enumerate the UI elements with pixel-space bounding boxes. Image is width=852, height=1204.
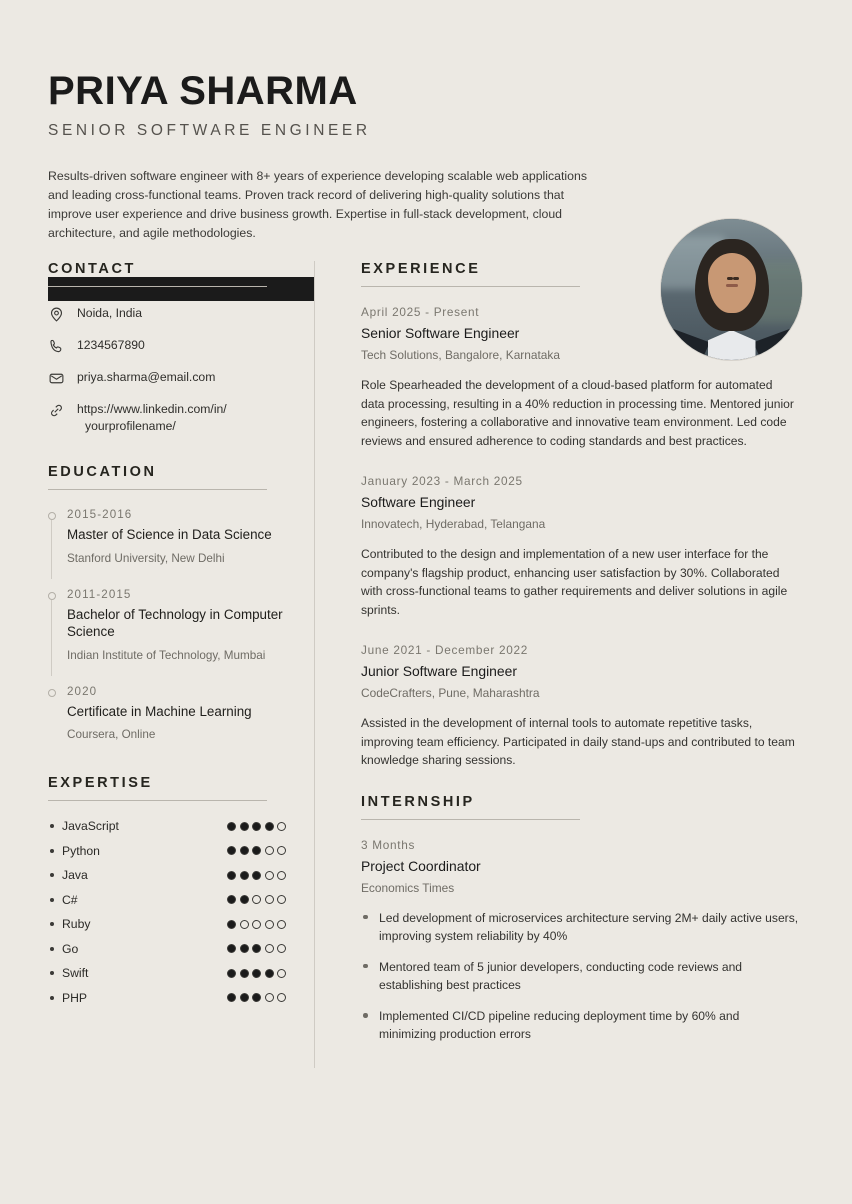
contact-title-rule	[48, 286, 267, 287]
expertise-list	[48, 819, 292, 1005]
skill-dot-filled	[252, 822, 261, 831]
list-item	[48, 685, 292, 743]
link-icon	[48, 402, 65, 419]
skill-dot-filled	[227, 944, 236, 953]
skill-level-dots	[227, 895, 292, 904]
phone-icon	[48, 338, 65, 355]
skill-dot-empty	[252, 895, 261, 904]
skill-dot-empty	[265, 944, 274, 953]
skill-dot-filled	[227, 846, 236, 855]
skill-dot-empty	[265, 920, 274, 929]
contact-section-title: CONTACT	[48, 261, 137, 278]
contact-linkedin-line1: https://www.linkedin.com/in/	[77, 402, 227, 417]
job-role-subtitle: SENIOR SOFTWARE ENGINEER	[48, 122, 371, 139]
internship-organization: Economics Times	[361, 880, 455, 895]
internship-section-title: INTERNSHIP	[361, 793, 475, 810]
skill-dot-empty	[240, 920, 249, 929]
experience-title-rule	[361, 286, 580, 287]
skill-dot-filled	[240, 846, 249, 855]
list-item: Implemented CI/CD pipeline reducing deployment time by 60% and minimizing production errors	[361, 1007, 799, 1043]
contact-location-value: Noida, India	[77, 306, 143, 321]
list-item	[48, 942, 292, 956]
list-item	[48, 369, 292, 387]
skill-dot-empty	[265, 895, 274, 904]
list-item	[361, 474, 804, 619]
skill-name: Ruby	[48, 917, 227, 931]
skill-dot-empty	[265, 871, 274, 880]
skill-dot-filled	[252, 993, 261, 1002]
skill-dot-empty	[252, 920, 261, 929]
resume-header	[0, 0, 852, 243]
education-section-title: EDUCATION	[48, 464, 157, 481]
experience-date: June 2021 - December 2022	[361, 643, 529, 658]
skill-dot-empty	[277, 895, 286, 904]
location-pin-icon	[48, 306, 65, 323]
envelope-icon	[48, 370, 65, 387]
skill-dot-empty	[277, 920, 286, 929]
education-institution: Coursera, Online	[67, 728, 156, 742]
contact-linkedin-line2: yourprofilename/	[85, 418, 176, 433]
list-item: Mentored team of 5 junior developers, conducting code reviews and establishing best practices	[361, 958, 799, 994]
skill-dot-filled	[240, 895, 249, 904]
list-item	[48, 844, 292, 858]
skill-level-dots	[227, 846, 292, 855]
list-item	[48, 868, 292, 882]
skill-name: Java	[48, 868, 227, 882]
skill-dot-filled	[252, 969, 261, 978]
list-item	[48, 991, 292, 1005]
skill-level-dots	[227, 871, 292, 880]
list-item	[48, 305, 292, 323]
experience-organization: Tech Solutions, Bangalore, Karnataka	[361, 348, 560, 363]
page-title: PRIYA SHARMA	[48, 69, 358, 113]
skill-level-dots	[227, 920, 292, 929]
skill-level-dots	[227, 944, 292, 953]
list-item	[48, 917, 292, 931]
internship-job-title: Project Coordinator	[361, 857, 481, 874]
list-item	[48, 819, 292, 833]
internship-entry	[361, 838, 804, 1044]
skill-dot-filled	[240, 944, 249, 953]
education-date: 2011-2015	[67, 587, 132, 601]
skill-name: JavaScript	[48, 819, 227, 833]
skill-dot-empty	[277, 846, 286, 855]
skill-dot-filled	[240, 993, 249, 1002]
education-title-rule	[48, 489, 267, 490]
expertise-title-rule	[48, 800, 267, 801]
education-date: 2015-2016	[67, 508, 133, 522]
skill-dot-filled	[240, 871, 249, 880]
experience-organization: CodeCrafters, Pune, Maharashtra	[361, 686, 540, 701]
skill-name: Go	[48, 942, 227, 956]
experience-date: April 2025 - Present	[361, 305, 480, 320]
experience-job-title: Software Engineer	[361, 494, 476, 511]
internship-title-rule	[361, 819, 580, 820]
skill-level-dots	[227, 993, 292, 1002]
list-item	[48, 588, 292, 664]
skill-dot-filled	[252, 944, 261, 953]
skill-dot-filled	[240, 969, 249, 978]
contact-list	[48, 305, 292, 434]
skill-dot-empty	[277, 944, 286, 953]
skill-name: C#	[48, 893, 227, 907]
right-column	[315, 261, 804, 1067]
education-institution: Stanford University, New Delhi	[67, 551, 225, 565]
list-item	[361, 643, 804, 770]
list-item	[48, 401, 292, 434]
expertise-section-title: EXPERTISE	[48, 775, 153, 792]
experience-date: January 2023 - March 2025	[361, 474, 523, 489]
skill-dot-filled	[240, 822, 249, 831]
skill-dot-empty	[265, 846, 274, 855]
skill-dot-filled	[227, 993, 236, 1002]
professional-summary: Results-driven software engineer with 8+ years of experience developing scalable web applications and leading cross-functional teams. Proven track record of delivering high-quality solutions that improve user experience and drive business growth. Expertise in full-stack development, cloud architecture, and agile methodologies.	[48, 169, 587, 241]
education-degree: Bachelor of Technology in Computer Science	[67, 606, 283, 640]
contact-phone-value: 1234567890	[77, 338, 145, 353]
skill-dot-filled	[252, 846, 261, 855]
list-item	[48, 893, 292, 907]
experience-section-title: EXPERIENCE	[361, 261, 481, 278]
skill-dot-filled	[227, 822, 236, 831]
skill-dot-filled	[227, 895, 236, 904]
skill-name: PHP	[48, 991, 227, 1005]
education-degree: Certificate in Machine Learning	[67, 703, 252, 719]
list-item	[48, 966, 292, 980]
skill-name: Python	[48, 844, 227, 858]
resume-body	[0, 243, 852, 1067]
contact-email-value: priya.sharma@email.com	[77, 370, 216, 385]
left-column	[48, 261, 314, 1067]
experience-job-title: Junior Software Engineer	[361, 663, 517, 680]
skill-dot-filled	[252, 871, 261, 880]
skill-dot-empty	[277, 993, 286, 1002]
skill-dot-empty	[277, 871, 286, 880]
skill-dot-filled	[265, 969, 274, 978]
skill-name: Swift	[48, 966, 227, 980]
experience-organization: Innovatech, Hyderabad, Telangana	[361, 517, 546, 532]
skill-level-dots	[227, 969, 292, 978]
list-item	[48, 337, 292, 355]
skill-dot-empty	[277, 822, 286, 831]
list-item: Led development of microservices architecture serving 2M+ daily active users, improving system reliability by 40%	[361, 909, 799, 945]
internship-bullet-list	[361, 909, 804, 1044]
skill-dot-filled	[265, 822, 274, 831]
internship-duration: 3 Months	[361, 837, 416, 852]
skill-dot-filled	[227, 920, 236, 929]
experience-job-title: Senior Software Engineer	[361, 325, 520, 342]
experience-description: Contributed to the design and implementation of a new user interface for the company's flagship product, enhancing user satisfaction by 30%. Collaborated with cross-functional teams to gather requirements and deliver solutions in agile sprints.	[361, 547, 788, 617]
skill-dot-empty	[277, 969, 286, 978]
education-list	[48, 508, 292, 743]
education-date: 2020	[67, 684, 98, 698]
skill-dot-filled	[227, 969, 236, 978]
contact-linkedin-value	[77, 401, 227, 434]
list-item	[48, 508, 292, 566]
skill-dot-empty	[265, 993, 274, 1002]
experience-description: Assisted in the development of internal tools to automate repetitive tasks, improving team efficiency. Participated in daily stand-ups and contributed to team knowledge sharing sessions.	[361, 716, 795, 768]
education-degree: Master of Science in Data Science	[67, 527, 272, 543]
experience-description: Role Spearheaded the development of a cloud-based platform for automated data processing, resulting in a 40% reduction in processing time. Mentored junior engineers, fostering a collaborative and innovative team environment. Led code reviews and ensured adherence to coding standards and best practices.	[361, 378, 794, 448]
skill-dot-filled	[227, 871, 236, 880]
list-item	[361, 305, 804, 450]
education-institution: Indian Institute of Technology, Mumbai	[67, 648, 266, 662]
skill-level-dots	[227, 822, 292, 831]
